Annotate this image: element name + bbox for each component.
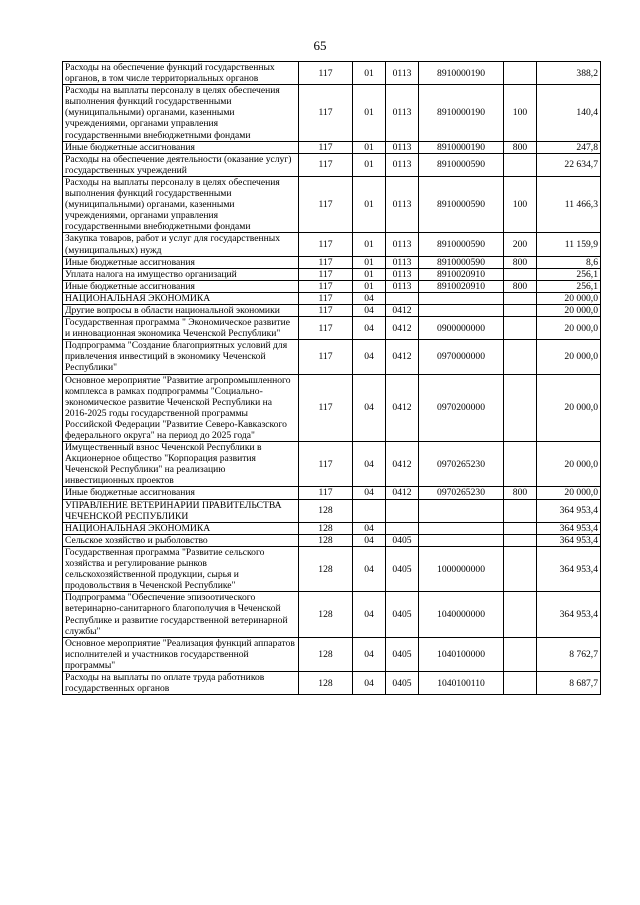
cell-ved: 117 [299,280,353,292]
cell-rz: 01 [353,62,386,85]
cell-pr: 0113 [386,153,419,176]
cell-ved: 128 [299,534,353,546]
cell-vr [504,499,537,522]
table-row [63,176,601,232]
cell-ved: 117 [299,256,353,268]
cell-rz: 01 [353,141,386,153]
cell-pr: 0113 [386,176,419,232]
cell-pr: 0113 [386,62,419,85]
cell-vr [504,671,537,694]
cell-ved: 128 [299,499,353,522]
cell-vr [504,62,537,85]
table-row [63,522,601,534]
cell-name: Другие вопросы в области национальной экономики [63,304,299,316]
table-row [63,534,601,546]
table-row [63,62,601,85]
cell-ved: 117 [299,153,353,176]
cell-rz: 01 [353,176,386,232]
cell-vr: 800 [504,141,537,153]
cell-vr [504,637,537,671]
cell-csr [419,499,504,522]
cell-name: Иные бюджетные ассигнования [63,280,299,292]
table-row [63,442,601,487]
cell-vr [504,592,537,637]
cell-pr: 0113 [386,85,419,141]
cell-ved: 117 [299,85,353,141]
cell-rz: 04 [353,374,386,442]
cell-sum: 256,1 [537,280,601,292]
cell-ved: 117 [299,292,353,304]
cell-ved: 117 [299,176,353,232]
cell-csr: 1040100110 [419,671,504,694]
cell-ved: 117 [299,374,353,442]
table-row [63,256,601,268]
cell-vr: 800 [504,280,537,292]
table-row [63,233,601,256]
cell-pr: 0113 [386,280,419,292]
page-number: 65 [313,38,327,53]
cell-ved: 128 [299,637,353,671]
cell-name: Основное мероприятие "Развитие агропромышленного комплекса в рамках подпрограммы "Социально-экономическое развитие Чеченской Республики на 2016-2025 годы государственной программы Российской Федерации "Развитие Северо-Кавказского федерального округа" на период до 2025 года" [63,374,299,442]
cell-csr: 8910000590 [419,256,504,268]
budget-table [62,61,601,695]
cell-rz: 01 [353,268,386,280]
cell-name: УПРАВЛЕНИЕ ВЕТЕРИНАРИИ ПРАВИТЕЛЬСТВА ЧЕЧЕНСКОЙ РЕСПУБЛИКИ [63,499,299,522]
table-row [63,268,601,280]
cell-name: Подпрограмма "Создание благоприятных условий для привлечения инвестиций в экономику Чеченской Республики" [63,340,299,374]
cell-pr: 0113 [386,233,419,256]
cell-name: Сельское хозяйство и рыболовство [63,534,299,546]
cell-vr: 800 [504,487,537,499]
cell-pr: 0405 [386,546,419,591]
cell-name: НАЦИОНАЛЬНАЯ ЭКОНОМИКА [63,292,299,304]
cell-rz [353,499,386,522]
cell-sum: 8 762,7 [537,637,601,671]
table-row [63,340,601,374]
cell-name: Иные бюджетные ассигнования [63,141,299,153]
cell-ved: 117 [299,141,353,153]
cell-pr: 0405 [386,534,419,546]
cell-csr: 8910000590 [419,176,504,232]
cell-name: Государственная программа "Развитие сельского хозяйства и регулирование рынков сельскохозяйственной продукции, сырья и продовольствия в Чеченской Республике" [63,546,299,591]
cell-sum: 20 000,0 [537,292,601,304]
table-row [63,592,601,637]
cell-pr [386,292,419,304]
cell-csr: 8910000590 [419,233,504,256]
cell-csr: 8910000590 [419,153,504,176]
cell-vr [504,534,537,546]
budget-table-body [63,62,601,695]
cell-csr [419,304,504,316]
cell-name: Подпрограмма "Обеспечение эпизоотического ветеринарно-санитарного благополучия в Чеченской Республике и развитие государственной ветеринарной службы" [63,592,299,637]
cell-rz: 04 [353,592,386,637]
cell-rz: 04 [353,317,386,340]
cell-rz: 01 [353,85,386,141]
cell-pr: 0412 [386,317,419,340]
cell-rz: 04 [353,546,386,591]
cell-vr [504,546,537,591]
cell-ved: 117 [299,487,353,499]
cell-csr: 8910000190 [419,85,504,141]
cell-sum: 20 000,0 [537,487,601,499]
cell-csr: 0970200000 [419,374,504,442]
cell-sum: 256,1 [537,268,601,280]
cell-ved: 117 [299,317,353,340]
cell-rz: 04 [353,487,386,499]
cell-name: Имущественный взнос Чеченской Республики в Акционерное общество "Корпорация развития Чеченской Республики" на реализацию инвестиционных проектов [63,442,299,487]
cell-ved: 128 [299,671,353,694]
cell-ved: 128 [299,546,353,591]
cell-ved: 117 [299,340,353,374]
cell-pr [386,499,419,522]
cell-pr: 0113 [386,141,419,153]
cell-vr [504,340,537,374]
cell-sum: 22 634,7 [537,153,601,176]
cell-sum: 140,4 [537,85,601,141]
table-row [63,292,601,304]
cell-csr: 0970265230 [419,487,504,499]
cell-sum: 364 953,4 [537,592,601,637]
cell-name: Иные бюджетные ассигнования [63,487,299,499]
cell-pr: 0113 [386,268,419,280]
cell-csr: 0970265230 [419,442,504,487]
cell-csr: 1000000000 [419,546,504,591]
cell-rz: 01 [353,256,386,268]
cell-vr [504,374,537,442]
cell-sum: 20 000,0 [537,340,601,374]
cell-pr: 0412 [386,442,419,487]
table-row [63,85,601,141]
cell-sum: 11 466,3 [537,176,601,232]
cell-name: Иные бюджетные ассигнования [63,256,299,268]
cell-name: Расходы на выплаты персоналу в целях обеспечения выполнения функций государственными (муниципальными) органами, казенными учреждениями, органами управления государственными внебюджетными фондами [63,85,299,141]
cell-name: Расходы на обеспечение функций государственных органов, в том числе территориальных органов [63,62,299,85]
cell-csr: 0970000000 [419,340,504,374]
cell-sum: 364 953,4 [537,522,601,534]
cell-rz: 04 [353,442,386,487]
cell-name: Расходы на выплаты персоналу в целях обеспечения выполнения функций государственными (муниципальными) органами, казенными учреждениями, органами управления государственными внебюджетными фондами [63,176,299,232]
cell-sum: 11 159,9 [537,233,601,256]
cell-vr [504,268,537,280]
cell-name: Уплата налога на имущество организаций [63,268,299,280]
cell-vr [504,522,537,534]
cell-vr: 100 [504,176,537,232]
cell-rz: 04 [353,522,386,534]
cell-rz: 04 [353,637,386,671]
cell-csr [419,522,504,534]
cell-sum: 8 687,7 [537,671,601,694]
cell-sum: 8,6 [537,256,601,268]
table-row [63,671,601,694]
cell-pr: 0412 [386,374,419,442]
cell-vr: 100 [504,85,537,141]
cell-ved: 117 [299,442,353,487]
cell-csr: 8910000190 [419,62,504,85]
cell-rz: 04 [353,340,386,374]
cell-pr: 0113 [386,256,419,268]
table-row [63,141,601,153]
table-row [63,280,601,292]
cell-ved: 117 [299,233,353,256]
cell-name: Закупка товаров, работ и услуг для государственных (муниципальных) нужд [63,233,299,256]
cell-pr: 0412 [386,340,419,374]
cell-csr: 8910020910 [419,280,504,292]
cell-csr: 8910020910 [419,268,504,280]
cell-name: Расходы на выплаты по оплате труда работников государственных органов [63,671,299,694]
cell-csr [419,534,504,546]
cell-sum: 388,2 [537,62,601,85]
cell-csr: 8910000190 [419,141,504,153]
cell-pr [386,522,419,534]
cell-pr: 0412 [386,304,419,316]
cell-ved: 117 [299,62,353,85]
cell-sum: 364 953,4 [537,546,601,591]
cell-pr: 0405 [386,592,419,637]
cell-sum: 20 000,0 [537,374,601,442]
cell-sum: 20 000,0 [537,442,601,487]
cell-sum: 247,8 [537,141,601,153]
cell-sum: 20 000,0 [537,317,601,340]
cell-rz: 04 [353,534,386,546]
cell-vr: 800 [504,256,537,268]
cell-ved: 117 [299,268,353,280]
table-row [63,546,601,591]
cell-ved: 128 [299,592,353,637]
cell-csr: 1040000000 [419,592,504,637]
table-row [63,499,601,522]
table-row [63,374,601,442]
cell-vr [504,153,537,176]
table-row [63,487,601,499]
cell-name: Расходы на обеспечение деятельности (оказание услуг) государственных учреждений [63,153,299,176]
cell-rz: 04 [353,304,386,316]
cell-vr: 200 [504,233,537,256]
cell-rz: 01 [353,233,386,256]
cell-pr: 0412 [386,487,419,499]
cell-name: НАЦИОНАЛЬНАЯ ЭКОНОМИКА [63,522,299,534]
cell-name: Основное мероприятие "Реализация функций аппаратов исполнителей и участников государственной программы" [63,637,299,671]
cell-pr: 0405 [386,671,419,694]
cell-csr: 1040100000 [419,637,504,671]
cell-name: Государственная программа " Экономическое развитие и инновационная экономика Чеченской Республики" [63,317,299,340]
table-row [63,304,601,316]
cell-vr [504,442,537,487]
cell-csr [419,292,504,304]
cell-rz: 04 [353,671,386,694]
cell-rz: 01 [353,153,386,176]
cell-rz: 01 [353,280,386,292]
cell-pr: 0405 [386,637,419,671]
table-row [63,153,601,176]
cell-sum: 364 953,4 [537,534,601,546]
cell-vr [504,292,537,304]
cell-sum: 364 953,4 [537,499,601,522]
table-row [63,637,601,671]
table-row [63,317,601,340]
cell-rz: 04 [353,292,386,304]
cell-sum: 20 000,0 [537,304,601,316]
cell-ved: 128 [299,522,353,534]
cell-vr [504,304,537,316]
cell-ved: 117 [299,304,353,316]
cell-csr: 0900000000 [419,317,504,340]
cell-vr [504,317,537,340]
